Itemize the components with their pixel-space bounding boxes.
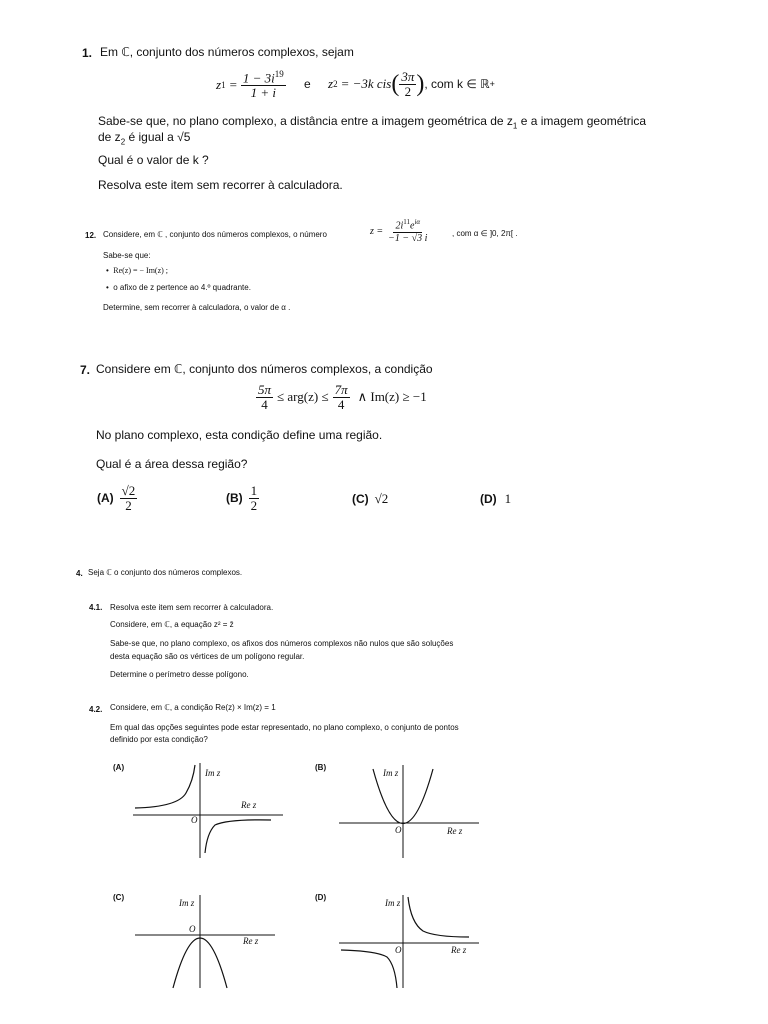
option-a[interactable] (97, 484, 137, 513)
item-4-1-determine: Determine o perímetro desse polígono. (110, 670, 249, 679)
re-axis-label: Re z (243, 936, 259, 946)
branch-upper-right (408, 897, 469, 937)
z-symbol: z = (370, 225, 384, 237)
graph-d-plot (339, 893, 499, 993)
re-axis-label: Re z (447, 826, 463, 836)
item-4-1-note: Resolva este item sem recorrer à calculadora. (110, 603, 274, 612)
question-text: Qual é a área dessa região? (96, 457, 248, 471)
option-value (120, 484, 138, 513)
z1-exponent: 19 (274, 69, 284, 79)
option-label: (D) (480, 492, 497, 506)
z1-symbol: z (216, 77, 222, 93)
denominator: −1 − √3 i (388, 232, 428, 244)
item-4-2-number: 4.2. (89, 705, 103, 714)
graph-label: (C) (113, 893, 125, 902)
question-number: 1. (82, 46, 93, 60)
option-label: (B) (226, 491, 243, 506)
option-c[interactable] (352, 491, 388, 507)
option-denominator: 2 (250, 497, 258, 513)
item-4-1-number: 4.1. (89, 603, 103, 612)
graph-b-plot (339, 763, 499, 863)
origin-label: O (189, 924, 196, 934)
e-exponent: iα (414, 218, 421, 226)
left-denominator: 4 (261, 396, 268, 412)
im-axis-label: Im z (383, 768, 399, 778)
arg-condition: ≤ arg(z) ≤ (277, 389, 329, 405)
bullet-text: Re(z) = − Im(z) ; (113, 266, 169, 275)
distance-text-start: de z (98, 130, 121, 144)
bullet-text: o afixo de z pertence ao 4.º quadrante. (113, 283, 251, 292)
distance-text-end: e a imagem geométrica (517, 114, 647, 128)
z1-subscript: 1 (221, 80, 226, 91)
item-4-1-text-line2: desta equação são os vértices de um polígono regular. (110, 652, 305, 661)
option-numerator: √2 (121, 483, 136, 498)
z2-argument (399, 70, 416, 99)
formula-z1: z 1 = $\frac{1 - 3i^{19}}{1 + i}$ (216, 69, 284, 100)
z2-expression: = −3k cis (340, 76, 392, 92)
question-intro: Considere em ℂ, conjunto dos números complexos, a condição (96, 362, 433, 376)
z1-fraction (241, 70, 286, 100)
option-denominator: 2 (125, 497, 132, 513)
bullet-1: • Re(z) = − Im(z) ; (106, 266, 169, 275)
option-value: √2 (374, 491, 389, 506)
calculator-note: Resolva este item sem recorrer à calculadora. (98, 178, 343, 192)
option-label: (C) (352, 492, 369, 506)
im-axis-label: Im z (385, 898, 401, 908)
subscript: 2 (120, 137, 126, 147)
question-intro: Considere, em ℂ , conjunto dos números complexos, o número (103, 230, 327, 239)
left-numerator: 5π (258, 382, 272, 397)
k-domain: , com k ∈ ℝ (424, 77, 490, 92)
origin-label: O (395, 945, 402, 955)
option-value (249, 484, 260, 513)
exponent: 11 (403, 218, 410, 226)
k-domain-sup: + (489, 79, 495, 90)
im-axis-label: Im z (179, 898, 195, 908)
im-axis-label: Im z (205, 768, 221, 778)
formula-z (370, 219, 429, 244)
graph-c-plot (135, 893, 295, 993)
right-numerator: 7π (334, 382, 348, 397)
e-symbol: e (410, 220, 415, 232)
im-condition: ∧ Im(z) ≥ −1 (357, 389, 427, 405)
alpha-domain: , com α ∈ ]0, 2π[ . (452, 229, 518, 238)
and-word: e (304, 77, 311, 91)
z2-symbol: z (328, 76, 334, 92)
option-d[interactable] (480, 491, 511, 507)
item-4-1-equation: Considere, em ℂ, a equação z² = z̄ (110, 620, 234, 629)
item-4-2-text-line1: Em qual das opções seguintes pode estar representado, no plano complexo, o conjunto de pontos (110, 723, 459, 732)
item-4-2-condition: Considere, em ℂ, a condição Re(z) × Im(z) = 1 (110, 703, 276, 712)
option-label: (A) (97, 491, 114, 506)
numerator: 2i (395, 220, 404, 232)
graph-label: (B) (315, 763, 327, 772)
distance-text-end: é igual a √5 (125, 130, 191, 144)
distance-text-line2 (98, 130, 190, 146)
right-denominator: 4 (337, 396, 345, 412)
option-b[interactable] (226, 484, 259, 513)
z-fraction (386, 219, 429, 244)
bullet-2: • o afixo de z pertence ao 4.º quadrante. (106, 283, 251, 292)
known-label: Sabe-se que: (103, 251, 151, 260)
determine-text: Determine, sem recorrer à calculadora, o valor de α . (103, 303, 291, 312)
question-number: 12. (85, 231, 97, 240)
branch-lower-right (205, 820, 271, 853)
option-value: 1 (504, 491, 512, 506)
item-4-2-text-line2: definido por esta condição? (110, 735, 208, 744)
origin-label: O (191, 815, 198, 825)
z2-subscript: 2 (333, 79, 338, 90)
condition-formula (256, 383, 427, 412)
question-text: Qual é o valor de k ? (98, 153, 209, 167)
re-axis-label: Re z (451, 945, 467, 955)
item-4-1-text-line1: Sabe-se que, no plano complexo, os afixos dos números complexos não nulos que são soluções (110, 639, 454, 648)
region-text: No plano complexo, esta condição define uma região. (96, 428, 383, 442)
option-numerator: 1 (250, 483, 258, 498)
graph-label: (A) (113, 763, 125, 772)
branch-upper-left (135, 765, 195, 808)
right-fraction (333, 383, 350, 412)
re-axis-label: Re z (241, 800, 257, 810)
graph-a-plot (133, 763, 293, 863)
z1-numerator: 1 − 3i (242, 70, 275, 86)
question-intro: Seja ℂ o conjunto dos números complexos. (88, 568, 243, 577)
z2-arg-numerator: 3π (401, 69, 415, 84)
graph-label: (D) (315, 893, 327, 902)
question-number: 4. (76, 569, 83, 578)
question-intro: Em ℂ, conjunto dos números complexos, sejam (100, 45, 354, 59)
z2-arg-denominator: 2 (404, 83, 412, 99)
left-fraction (256, 383, 273, 412)
z1-denominator: 1 + i (250, 84, 277, 100)
distance-text: Sabe-se que, no plano complexo, a distância entre a imagem geométrica de z (98, 114, 513, 128)
origin-label: O (395, 825, 402, 835)
branch-lower-left (341, 950, 397, 988)
formula-z2: z 2 = −3k cis ( $\frac{3\pi}{2}$ ) , com k ∈ ℝ + (328, 69, 495, 99)
subscript: 1 (512, 121, 518, 131)
distance-text-line1 (98, 114, 646, 130)
question-number: 7. (80, 363, 91, 377)
